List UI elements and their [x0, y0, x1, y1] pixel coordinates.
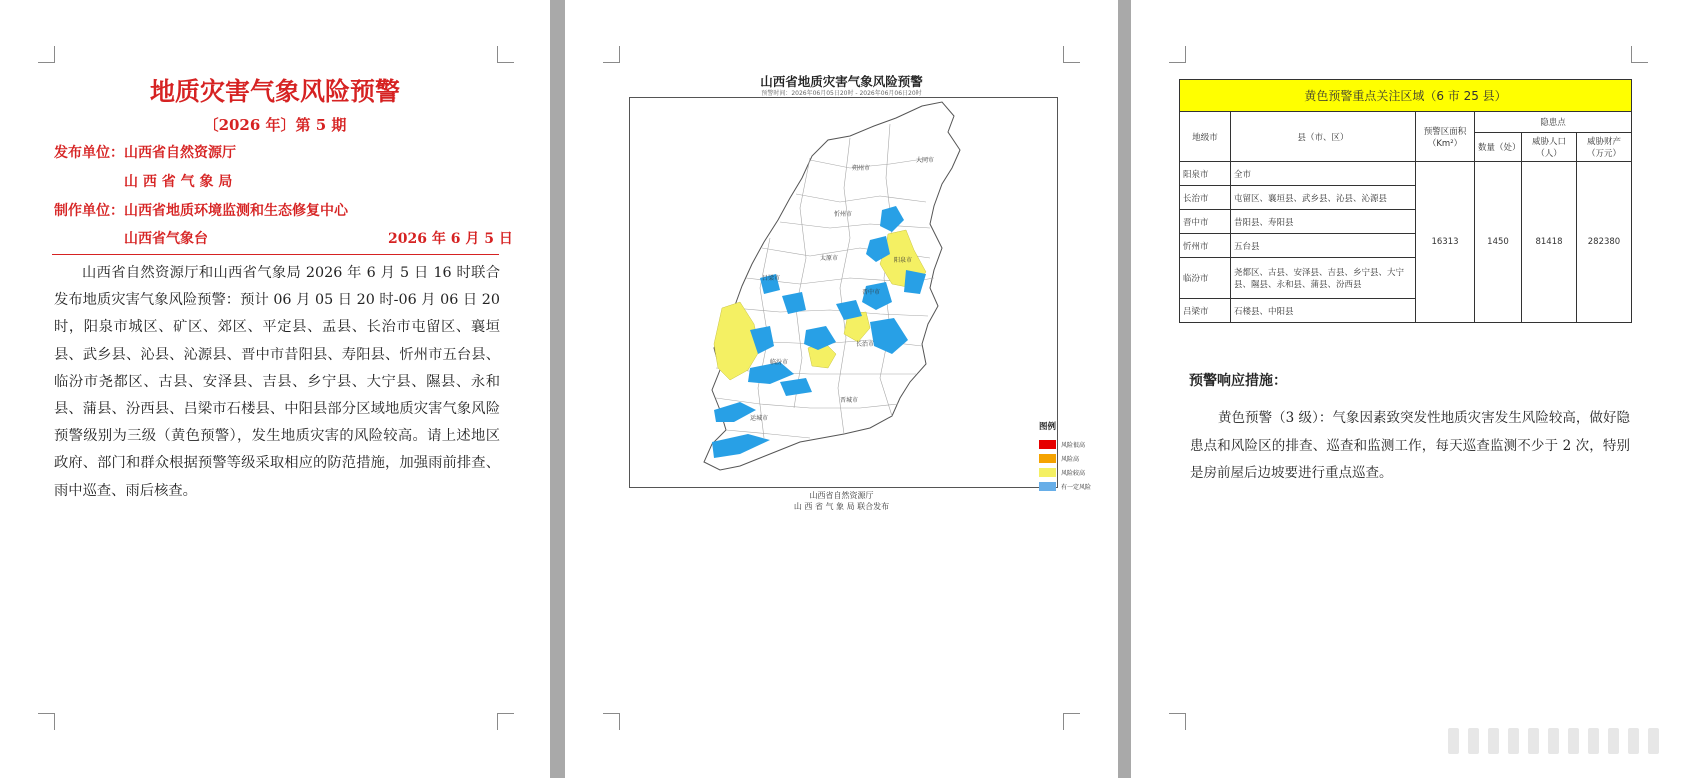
publisher-2: 山 西 省 气 象 局 [124, 174, 233, 190]
city-label: 朔州市 [852, 165, 871, 172]
legend-item [1039, 451, 1113, 465]
document-page-1 [0, 0, 550, 778]
crop-mark [1063, 46, 1080, 63]
legend-label: 风险较高 [1061, 469, 1086, 477]
city-label: 忻州市 [834, 211, 853, 218]
cell-total-property: 282380 [1577, 162, 1632, 323]
crop-mark [603, 46, 620, 63]
producer-label: 制作单位： [54, 203, 124, 219]
cell-counties: 昔阳县、寿阳县 [1231, 210, 1416, 234]
city-label: 太原市 [820, 255, 839, 262]
legend-item [1039, 437, 1113, 451]
crop-mark [603, 713, 620, 730]
measures-heading: 预警响应措施： [1189, 373, 1287, 389]
map-footer-1: 山西省自然资源厅 [809, 491, 874, 500]
header-people: 威胁人口（人） [1522, 133, 1577, 162]
legend-swatch [1039, 440, 1056, 449]
cell-city: 临汾市 [1180, 258, 1231, 299]
cell-counties: 尧都区、古县、安泽县、吉县、乡宁县、大宁县、隰县、永和县、蒲县、汾西县 [1231, 258, 1416, 299]
legend-label: 风险高 [1061, 455, 1080, 463]
cell-city: 忻州市 [1180, 234, 1231, 258]
city-label: 长治市 [856, 341, 875, 348]
document-page-2 [565, 0, 1118, 778]
crop-mark [497, 46, 514, 63]
legend-title: 图例 [1039, 422, 1057, 432]
legend-swatch [1039, 454, 1056, 463]
city-label: 吕梁市 [762, 275, 781, 282]
crop-mark [1169, 46, 1186, 63]
legend-item [1039, 465, 1113, 479]
publisher-1: 山西省自然资源厅 [124, 145, 236, 161]
cell-counties: 石楼县、中阳县 [1231, 299, 1416, 323]
header-property: 威胁财产（万元） [1577, 133, 1632, 162]
cell-city: 吕梁市 [1180, 299, 1231, 323]
city-label: 大同市 [916, 157, 935, 164]
yellow-warning-table [1179, 79, 1632, 323]
issue-date: 2026 年 6 月 5 日 [388, 231, 513, 247]
publisher-label: 发布单位： [54, 145, 124, 161]
watermark-bars [1448, 728, 1659, 754]
cell-city: 长治市 [1180, 186, 1231, 210]
cell-counties: 五台县 [1231, 234, 1416, 258]
cell-total-people: 81418 [1522, 162, 1577, 323]
city-label: 晋中市 [862, 289, 881, 296]
city-label: 运城市 [750, 415, 769, 422]
warning-body-text: 山西省自然资源厅和山西省气象局 2026 年 6 月 5 日 16 时联合发布地质灾害气象风险预警：预计 06 月 05 日 20 时-06 月 06 日 20 时，阳泉市城区、矿区、郊区、平定县、盂县、长治市屯留区、襄垣县、武乡县、沁县、沁源县、晋中市昔阳县、寿阳县、忻州市五台县、临汾市尧都区、古县、安泽县、吉县、乡宁县、大宁县、隰县、永和县、蒲县、汾西县、吕梁市石楼县、中阳县部分区域地质灾害气象风险预警级别为三级（黄色预警），发生地质灾害的风险较高。请上述地区政府、部门和群众根据预警等级采取相应的防范措施，加强雨前排查、雨中巡查、雨后核查。 [54, 265, 500, 499]
map-subtitle: 预警时间：2026年06月05日20时 - 2026年06月06日20时 [761, 90, 922, 97]
crop-mark [497, 713, 514, 730]
city-label: 晋城市 [840, 397, 859, 404]
city-label: 阳泉市 [894, 257, 913, 264]
cell-city: 晋中市 [1180, 210, 1231, 234]
table-title: 黄色预警重点关注区域（6 市 25 县） [1180, 80, 1632, 112]
cell-counties: 屯留区、襄垣县、武乡县、沁县、沁源县 [1231, 186, 1416, 210]
crop-mark [38, 713, 55, 730]
document-page-3 [1131, 0, 1687, 778]
table-row [1180, 162, 1632, 186]
header-hazard: 隐患点 [1475, 112, 1632, 133]
producer-2: 山西省气象台 [124, 231, 208, 247]
shanxi-map-svg [630, 98, 1057, 487]
risk-map [629, 97, 1092, 491]
cell-total-count: 1450 [1475, 162, 1522, 323]
crop-mark [1063, 713, 1080, 730]
crop-mark [38, 46, 55, 63]
legend-label: 有一定风险 [1061, 483, 1092, 491]
red-divider [52, 254, 499, 255]
producer-1: 山西省地质环境监测和生态修复中心 [124, 203, 348, 219]
header-city: 地级市 [1180, 112, 1231, 162]
map-title: 山西省地质灾害气象风险预警 [760, 74, 923, 89]
cell-total-area: 16313 [1416, 162, 1475, 323]
crop-mark [1631, 46, 1648, 63]
producer-line [54, 200, 348, 220]
issue-number: 〔2026 年〕第 5 期 [203, 116, 347, 134]
header-county: 县（市、区） [1231, 112, 1416, 162]
crop-mark [1169, 713, 1186, 730]
legend-label: 风险很高 [1061, 441, 1086, 449]
publisher-line [54, 142, 236, 162]
legend-swatch [1039, 468, 1056, 477]
header-count: 数量（处） [1475, 133, 1522, 162]
cell-city: 阳泉市 [1180, 162, 1231, 186]
header-area: 预警区面积（Km²） [1416, 112, 1475, 162]
city-label: 临汾市 [770, 359, 789, 366]
cell-counties: 全市 [1231, 162, 1416, 186]
map-legend [1039, 420, 1113, 493]
warning-title: 地质灾害气象风险预警 [149, 77, 400, 106]
measures-body: 黄色预警（3 级）：气象因素致突发性地质灾害发生风险较高，做好隐患点和风险区的排查、巡查和监测工作，每天巡查监测不少于 2 次，特别是房前屋后边坡要进行重点巡查。 [1190, 410, 1630, 481]
map-footer-2: 山 西 省 气 象 局 联合发布 [793, 502, 890, 511]
